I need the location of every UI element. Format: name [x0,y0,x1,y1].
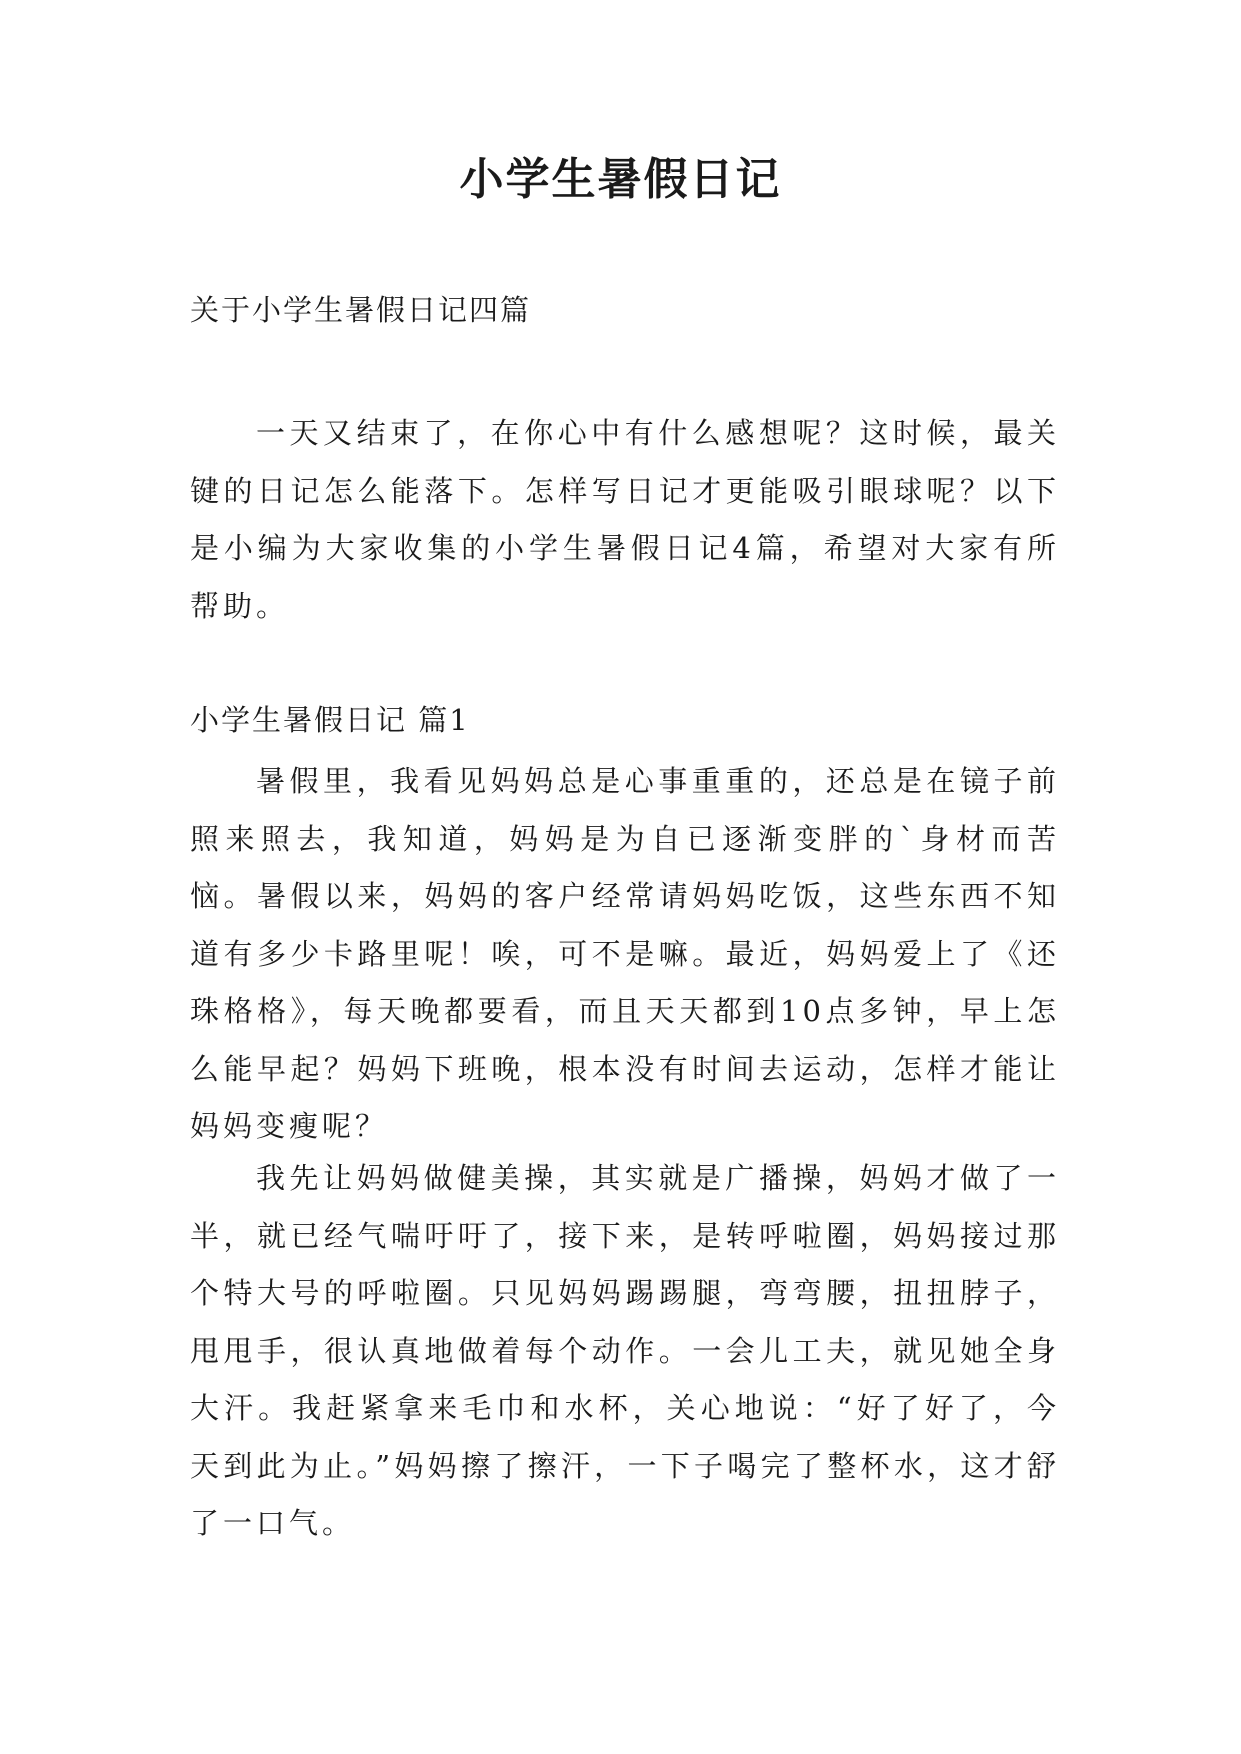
section-heading: 小学生暑假日记 篇1 [190,703,470,737]
intro-paragraph: 一天又结束了，在你心中有什么感想呢？这时候，最关键的日记怎么能落下。怎样写日记才更能吸引眼球呢？以下是小编为大家收集的小学生暑假日记4篇，希望对大家有所帮助。 [190,416,1060,623]
document-subtitle: 关于小学生暑假日记四篇 [190,293,532,327]
page-title: 小学生暑假日记 [459,154,782,205]
body-paragraph: 我先让妈妈做健美操，其实就是广播操，妈妈才做了一半，就已经气喘吁吁了，接下来，是转呼啦圈，妈妈接过那个特大号的呼啦圈。只见妈妈踢踢腿，弯弯腰，扭扭脖子，甩甩手，很认真地做着每个动作。一会儿工夫，就见她全身大汗。我赶紧拿来毛巾和水杯，关心地说：“好了好了，今天到此为止。”妈妈擦了擦汗，一下子喝完了整杯水，这才舒了一口气。 [190,1161,1060,1540]
body-paragraph: 暑假里，我看见妈妈总是心事重重的，还总是在镜子前照来照去，我知道，妈妈是为自已逐渐变胖的`身材而苦恼。暑假以来，妈妈的客户经常请妈妈吃饭，这些东西不知道有多少卡路里呢！唉，可不是嘛。最近，妈妈爱上了《还珠格格》，每天晚都要看，而且天天都到10点多钟，早上怎么能早起？妈妈下班晚，根本没有时间去运动，怎样才能让妈妈变瘦呢？ [190,764,1060,1143]
